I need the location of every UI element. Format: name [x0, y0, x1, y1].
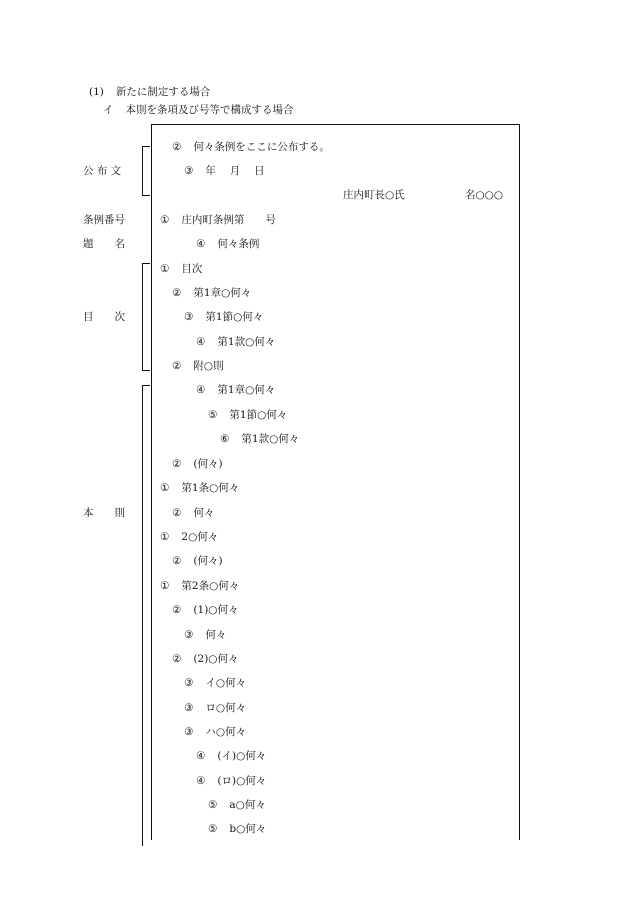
rule-line	[184, 725, 246, 739]
promulgation-mark-2: ③	[184, 165, 194, 177]
toc-mark: ③	[184, 311, 194, 323]
rule-mark: ⑤	[208, 409, 218, 421]
rule-mark: ⑥	[220, 433, 230, 445]
rule-line	[196, 749, 266, 763]
rule-mark: ①	[160, 580, 170, 592]
rule-line	[184, 628, 226, 642]
toc-text: 第1章○何々	[193, 287, 252, 299]
title-line	[196, 237, 259, 251]
rule-text: a○何々	[229, 799, 266, 811]
title-mark: ④	[196, 238, 206, 250]
rule-text: 第1条○何々	[181, 482, 240, 494]
promulgation-signer-name: 名○○○	[465, 189, 503, 201]
rule-mark: ⑤	[208, 823, 218, 835]
ordinance-number-mark: ①	[160, 214, 170, 226]
promulgation-mark-1: ②	[172, 141, 182, 153]
rule-line	[160, 579, 239, 593]
rule-text: ハ○何々	[205, 726, 247, 738]
rule-text: ロ○何々	[205, 702, 247, 714]
toc-text: 第1節○何々	[205, 311, 264, 323]
bracket-toc	[142, 263, 150, 371]
rule-text: (ロ)○何々	[217, 775, 267, 787]
section-title: 新たに制定する場合	[115, 86, 211, 98]
toc-mark: ①	[160, 263, 170, 275]
toc-text: 第1款○何々	[217, 336, 276, 348]
rule-line	[196, 383, 275, 397]
rule-text: 第2条○何々	[181, 580, 240, 592]
bracket-promulgation	[142, 146, 150, 196]
rule-mark: ②	[172, 653, 182, 665]
toc-line	[184, 310, 263, 324]
frame-top-border	[151, 124, 520, 125]
rule-line	[160, 481, 239, 495]
promulgation-line-2	[184, 164, 265, 178]
rule-mark: ④	[196, 775, 206, 787]
sub-heading-title: 本則を条項及び号等で構成する場合	[125, 104, 294, 116]
rule-text: イ○何々	[205, 677, 247, 689]
rule-line	[172, 457, 223, 471]
rule-mark: ③	[184, 702, 194, 714]
rule-mark: ③	[184, 677, 194, 689]
label-toc: 目 次	[83, 311, 125, 323]
label-ordinance-number: 条例番号	[83, 214, 125, 226]
rule-line	[160, 530, 218, 544]
rule-line	[172, 554, 223, 568]
rule-line	[172, 506, 214, 520]
rule-line	[208, 408, 287, 422]
sub-heading	[103, 103, 294, 117]
sub-heading-marker: イ	[103, 104, 114, 116]
toc-text: 目次	[181, 263, 203, 275]
rule-text: (1)○何々	[193, 604, 239, 616]
toc-mark: ②	[172, 360, 182, 372]
rule-mark: ④	[196, 750, 206, 762]
toc-line	[160, 262, 202, 276]
rule-mark: ②	[172, 604, 182, 616]
rule-text: (2)○何々	[193, 653, 239, 665]
promulgation-signer: 庄内町長○氏	[343, 189, 405, 201]
rule-text: 第1節○何々	[229, 409, 288, 421]
rule-text: (何々)	[193, 458, 223, 470]
rule-line	[208, 822, 266, 836]
rule-mark: ②	[172, 507, 182, 519]
rule-line	[172, 603, 238, 617]
label-promulgation: 公 布 文	[83, 165, 122, 177]
rule-line	[184, 676, 246, 690]
toc-line	[172, 359, 224, 373]
rule-text: 第1章○何々	[217, 384, 276, 396]
rule-mark: ④	[196, 384, 206, 396]
promulgation-date: 年 月 日	[205, 165, 265, 177]
rule-line	[184, 701, 246, 715]
rule-text: (イ)○何々	[217, 750, 267, 762]
toc-line	[196, 335, 275, 349]
rule-text: 何々	[205, 629, 227, 641]
title-text: 何々条例	[217, 238, 260, 250]
rule-mark: ③	[184, 726, 194, 738]
rule-text: 2○何々	[181, 531, 219, 543]
rule-mark: ②	[172, 555, 182, 567]
rule-text: 第1款○何々	[241, 433, 300, 445]
bracket-main-rules	[142, 385, 150, 846]
toc-text: 附○則	[193, 360, 224, 372]
promulgation-line-1	[172, 140, 330, 154]
rule-mark: ③	[184, 629, 194, 641]
section-number: (1)	[89, 86, 104, 98]
rule-mark: ⑤	[208, 799, 218, 811]
ordinance-number-line	[160, 213, 276, 227]
rule-line	[208, 798, 266, 812]
promulgation-text-1: 何々条例をここに公布する。	[193, 141, 330, 153]
toc-mark: ②	[172, 287, 182, 299]
label-main-rules: 本 則	[83, 507, 125, 519]
section-heading	[89, 85, 210, 99]
rule-mark: ①	[160, 531, 170, 543]
rule-mark: ①	[160, 482, 170, 494]
toc-mark: ④	[196, 336, 206, 348]
frame-right-border	[519, 124, 520, 840]
frame-left-border	[151, 124, 152, 840]
rule-text: b○何々	[229, 823, 267, 835]
rule-text: (何々)	[193, 555, 223, 567]
rule-line	[220, 432, 299, 446]
label-title: 題 名	[83, 238, 125, 250]
ordinance-number-text: 庄内町条例第 号	[181, 214, 276, 226]
rule-line	[172, 652, 238, 666]
toc-line	[172, 286, 251, 300]
rule-mark: ②	[172, 458, 182, 470]
rule-line	[196, 774, 266, 788]
rule-text: 何々	[193, 507, 215, 519]
